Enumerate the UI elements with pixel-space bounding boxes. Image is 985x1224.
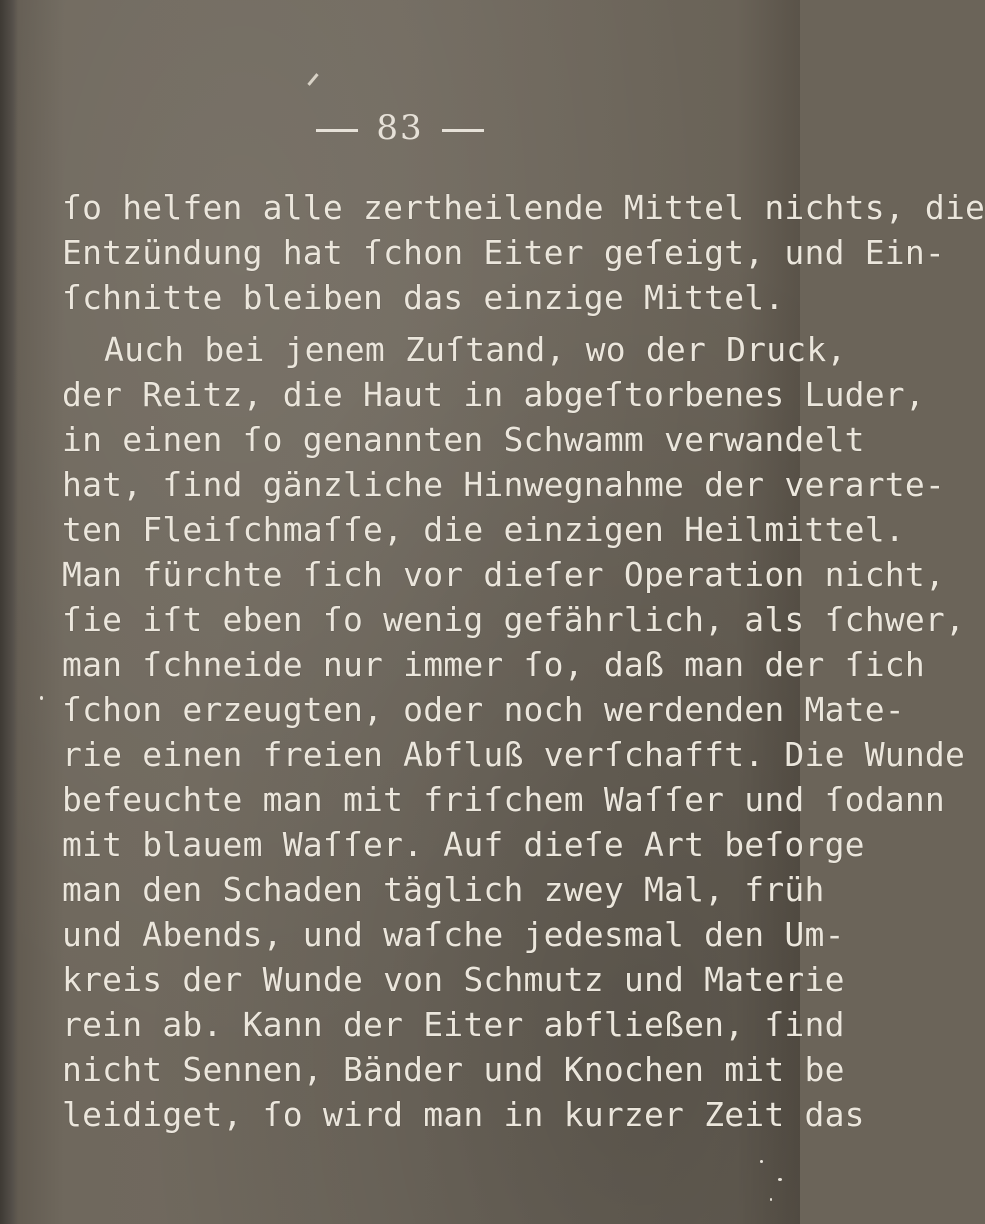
text-line: ſie iſt eben ſo wenig gefährlich, als ſchwer, <box>62 600 966 639</box>
paper-speck <box>770 1198 772 1201</box>
text-line: ten Fleiſchmaſſe, die einzigen Heilmittel. <box>62 510 905 549</box>
text-line: rie einen freien Abfluß verſchafft. Die Wunde <box>62 735 966 774</box>
text-line: nicht Sennen, Bänder und Knochen mit be <box>62 1050 845 1089</box>
pen-mark <box>307 73 318 86</box>
text-line: leidiget, ſo wird man in kurzer Zeit das <box>62 1095 865 1134</box>
text-line: man ſchneide nur immer ſo, daß man der ſich <box>62 645 925 684</box>
page-left-edge-shadow <box>0 0 18 1224</box>
text-line: Entzündung hat ſchon Eiter geſeigt, und Ein- <box>62 233 945 272</box>
text-line: in einen ſo genannten Schwamm verwandelt <box>62 420 865 459</box>
text-line: hat, ſind gänzliche Hinwegnahme der verarte- <box>62 465 945 504</box>
text-line: mit blauem Waſſer. Auf dieſe Art beſorge <box>62 825 865 864</box>
text-line: man den Schaden täglich zwey Mal, früh <box>62 870 825 909</box>
paper-speck <box>778 1178 782 1181</box>
paper-speck <box>760 1160 763 1163</box>
text-line: ſo helfen alle zertheilende Mittel nichts, die <box>62 188 985 227</box>
header-dash-left <box>316 129 358 132</box>
text-line: Auch bei jenem Zuſtand, wo der Druck, <box>104 330 847 369</box>
text-line: kreis der Wunde von Schmutz und Materie <box>62 960 845 999</box>
header-dash-right <box>442 129 484 132</box>
text-line: ſchnitte bleiben das einzige Mittel. <box>62 278 785 317</box>
text-line: und Abends, und waſche jedesmal den Um- <box>62 915 845 954</box>
text-line: ſchon erzeugten, oder noch werdenden Mate- <box>62 690 905 729</box>
text-line: befeuchte man mit friſchem Waſſer und ſodann <box>62 780 945 819</box>
paper-speck <box>40 696 43 700</box>
text-line: Man fürchte ſich vor dieſer Operation nicht, <box>62 555 945 594</box>
page-header <box>0 108 800 148</box>
page-number: 83 <box>376 108 424 148</box>
text-line: rein ab. Kann der Eiter abfließen, ſind <box>62 1005 845 1044</box>
text-line: der Reitz, die Haut in abgeſtorbenes Luder, <box>62 375 925 414</box>
